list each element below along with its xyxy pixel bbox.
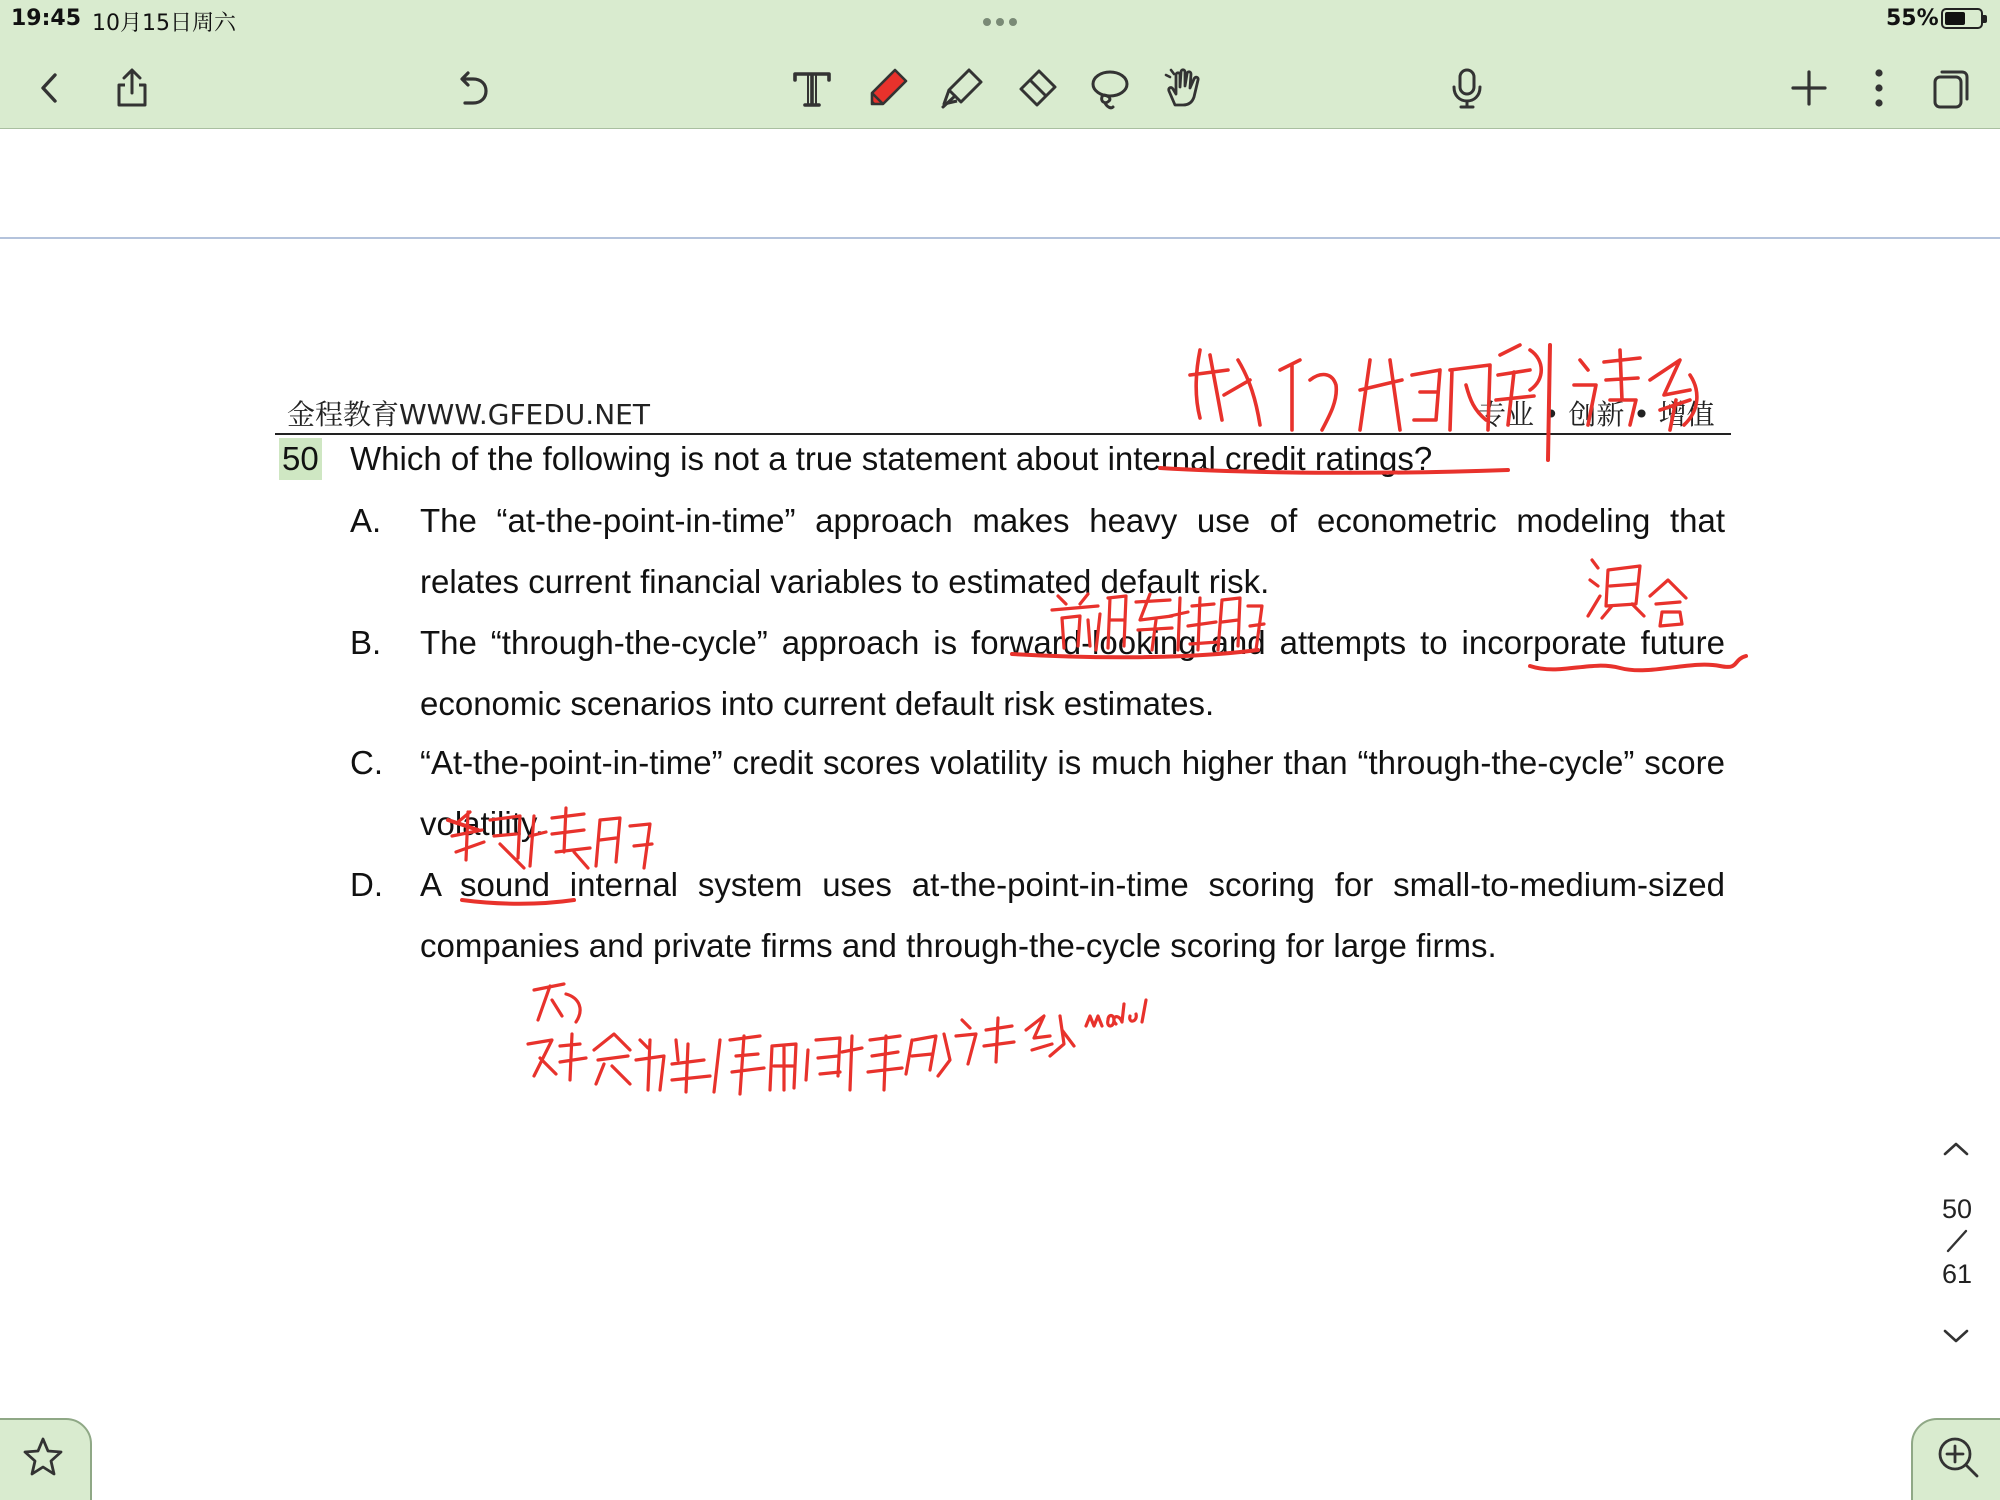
current-page-number: 50 [1941,1194,1973,1224]
battery-icon [1941,8,1983,29]
zoom-button[interactable] [1911,1418,2000,1500]
doc-header-publisher: 金程教育WWW.GFEDU.NET [287,398,650,431]
back-icon[interactable] [24,62,76,114]
pen-icon[interactable] [862,62,914,114]
option-letter-c: C. [350,744,383,781]
ink-note-bottom [528,984,1146,1094]
question-text: Which of the following is not a true statement about internal credit ratings? [350,440,1433,477]
microphone-icon[interactable] [1441,62,1493,114]
lasso-icon[interactable] [1084,62,1136,114]
doc-header-slogan: 专业 • 创新 • 增值 [1478,398,1715,431]
favorite-star-icon[interactable] [20,1434,66,1480]
text-tool-icon[interactable] [786,62,838,114]
option-text-a: The “at-the-point-in-time” approach makes heavy use of econometric modeling that relates current financial variables to estimated default risk. [420,502,1725,600]
option-text-c: “At-the-point-in-time” credit scores volatility is much higher than “through-the-cycle” score volatility. [420,744,1725,842]
total-page-number: 61 [1941,1259,1973,1289]
highlighter-icon[interactable] [936,62,988,114]
previous-page-icon[interactable] [1941,1138,1971,1160]
page-divider-slash [1944,1228,1970,1254]
next-page-icon[interactable] [1941,1325,1971,1347]
more-icon[interactable] [1853,62,1905,114]
option-letter-d: D. [350,866,383,903]
zoom-in-icon[interactable] [1935,1434,1981,1480]
hand-icon[interactable] [1158,62,1210,114]
option-text-b: The “through-the-cycle” approach is forward-looking and attempts to incorporate future economic scenarios into current default risk estimates. [420,624,1725,722]
undo-icon[interactable] [446,62,498,114]
status-time: 19:45 [11,6,82,31]
doc-header-rule [275,433,1731,435]
add-icon[interactable] [1783,62,1835,114]
status-date: 10月15日周六 [92,11,236,36]
battery-percent: 55% [1886,6,1939,31]
question-number: 50 [279,438,322,480]
eraser-icon[interactable] [1010,62,1062,114]
pages-icon[interactable] [1925,62,1977,114]
option-letter-a: A. [350,502,382,539]
share-icon[interactable] [106,62,158,114]
top-toolbar [0,0,2000,129]
favorite-button[interactable] [0,1418,92,1500]
page-separator [0,237,2000,239]
option-text-d: A sound internal system uses at-the-point-in-time scoring for small-to-medium-sized companies and private firms and through-the-cycle scoring for large firms. [420,866,1725,964]
multitask-dots-icon[interactable] [978,14,1022,30]
option-letter-b: B. [350,624,382,661]
